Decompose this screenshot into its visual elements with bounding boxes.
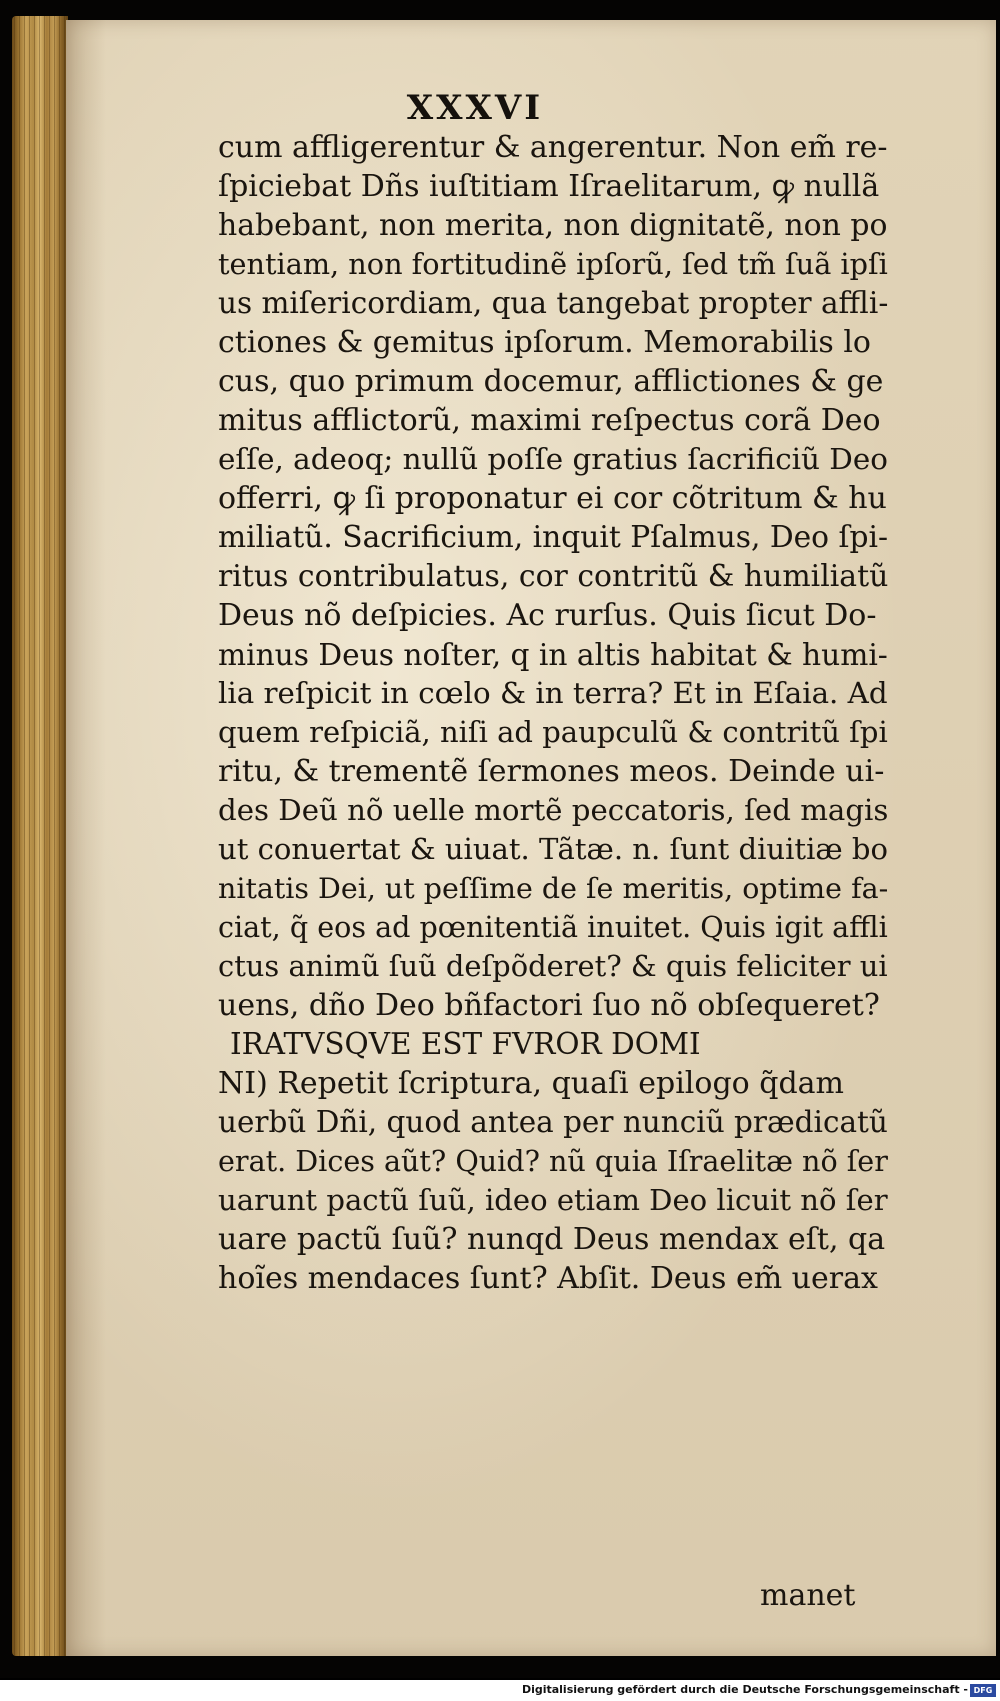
text-line: cum affligerentur & angerentur. Non em̃ re-: [218, 130, 888, 165]
text-line: ut conuertat & uiuat. Tãtæ. n. ſunt diuitiæ bo: [218, 832, 889, 866]
text-block: [218, 128, 888, 1298]
text-line: ciat, q̃ eos ad pœnitentiã inuitet. Quis igit affli: [218, 910, 888, 944]
text-line: quem reſpiciã, niſi ad paupculũ & contritũ ſpi: [218, 715, 888, 749]
text-line: NI) Repetit ſcriptura, quaſi epilogo q̃dam: [218, 1066, 845, 1101]
text-line: lia reſpicit in cœlo & in terra? Et in Eſaia. Ad: [218, 676, 888, 710]
text-line: uarunt pactũ ſuũ, ideo etiam Deo licuit nõ ſer: [218, 1183, 888, 1217]
footer-bar: [0, 1680, 1000, 1701]
text-line: minus Deus noſter, q in altis habitat & humi-: [218, 637, 888, 672]
text-line: uerbũ Dñi, quod antea per nunciũ prædicatũ: [218, 1105, 888, 1139]
text-line: us miſericordiam, qua tangebat propter affli-: [218, 286, 889, 320]
digitization-credit: Digitalisierung gefördert durch die Deutsche Forschungsgemeinschaft -: [521, 1683, 968, 1696]
text-line: ritus contribulatus, cor contritũ & humiliatũ: [218, 559, 889, 594]
text-line: erat. Dices aũt? Quid? nũ quia Iſraelitæ nõ ſer: [218, 1144, 888, 1178]
text-line: cus, quo primum docemur, afflictiones & ge: [218, 364, 884, 399]
catchword: manet: [760, 1578, 856, 1613]
text-line: uens, dño Deo bñfactori ſuo nõ obſequeret?: [218, 988, 880, 1023]
text-line: mitus afflictorũ, maximi reſpectus corã Deo: [218, 403, 881, 438]
text-line: ctiones & gemitus ipſorum. Memorabilis lo: [218, 325, 871, 360]
text-line: offerri, ꝙ ſi proponatur ei cor cõtritum & hu: [218, 481, 887, 516]
text-line: des Deũ nõ uelle mortẽ peccatoris, ſed magis: [218, 793, 889, 827]
text-line: ſpiciebat Dñs iuſtitiam Iſraelitarum, ꝙ nullã: [218, 169, 880, 204]
text-line: IRATVSQVE EST FVROR DOMI: [230, 1027, 701, 1061]
text-line: Deus nõ deſpicies. Ac rurſus. Quis ſicut Do-: [218, 598, 877, 633]
text-line: tentiam, non fortitudinẽ ipſorũ, ſed tm̃ ſuã ipſi: [218, 247, 888, 281]
text-line: ritu, & trementẽ ſermones meos. Deinde ui-: [218, 754, 885, 789]
text-line: eſſe, adeoq; nullũ poſſe gratius ſacrificiũ Deo: [218, 442, 888, 476]
text-line: ctus animũ ſuũ deſpõderet? & quis feliciter ui: [218, 949, 888, 983]
text-line: uare pactũ ſuũ? nunqd Deus mendax eſt, qa: [218, 1222, 886, 1257]
text-line: habebant, non merita, non dignitatẽ, non po: [218, 208, 888, 243]
dfg-logo: DFG: [970, 1684, 996, 1697]
text-line: miliatũ. Sacrificium, inquit Pſalmus, Deo ſpi-: [218, 520, 889, 555]
folio-number: XXXVI: [406, 88, 544, 128]
text-line: nitatis Dei, ut peſſime de ſe meritis, optime fa-: [218, 872, 889, 905]
book-edge-leaves: [14, 16, 66, 1656]
text-line: hoĩes mendaces ſunt? Abſit. Deus em̃ uerax: [218, 1261, 878, 1296]
